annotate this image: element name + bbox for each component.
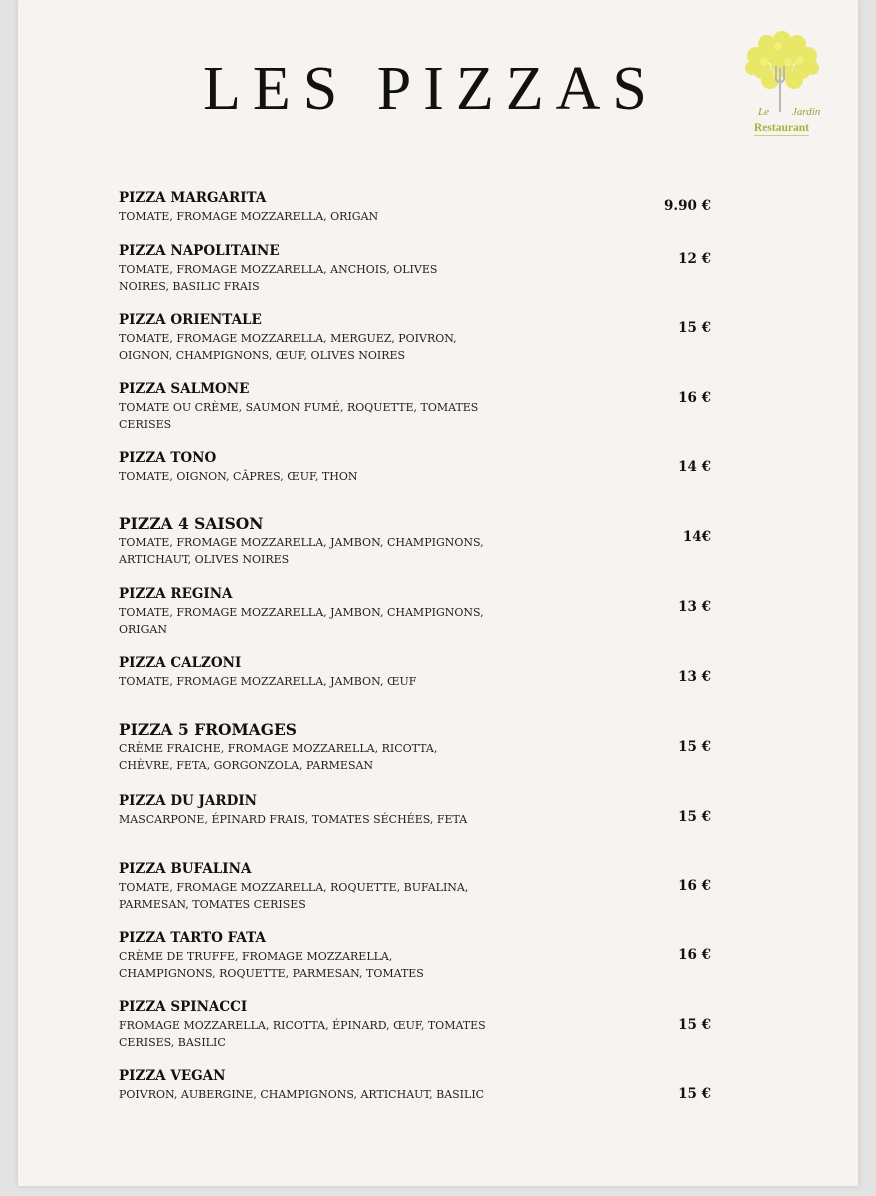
logo-text-restaurant: Restaurant — [754, 122, 809, 134]
item-name: PIZZA MARGARITA — [119, 190, 267, 206]
menu-item — [119, 449, 719, 485]
item-name: PIZZA CALZONI — [119, 655, 242, 671]
item-description: TOMATE, FROMAGE MOZZARELLA, ROQUETTE, BUFALINA, PARMESAN, TOMATES CERISES — [119, 881, 469, 911]
item-price: 14€ — [682, 529, 711, 545]
item-name: PIZZA 5 FROMAGES — [119, 720, 297, 739]
item-description: TOMATE, FROMAGE MOZZARELLA, JAMBON, CHAMPIGNONS, ARTICHAUT, OLIVES NOIRES — [119, 536, 484, 566]
item-description: CRÈME DE TRUFFE, FROMAGE MOZZARELLA, CHAMPIGNONS, ROQUETTE, PARMESAN, TOMATES — [119, 950, 424, 980]
item-name: PIZZA REGINA — [119, 586, 233, 602]
item-description: FROMAGE MOZZARELLA, RICOTTA, ÉPINARD, ŒUF, TOMATES CERISES, BASILIC — [119, 1019, 486, 1049]
menu-item — [119, 860, 719, 913]
item-name: PIZZA BUFALINA — [119, 861, 252, 877]
item-price: 9.90 € — [664, 198, 711, 214]
item-price: 15 € — [678, 320, 711, 336]
menu-item — [119, 721, 719, 774]
item-description: TOMATE, FROMAGE MOZZARELLA, MERGUEZ, POIVRON, OIGNON, CHAMPIGNONS, ŒUF, OLIVES NOIRES — [119, 332, 457, 362]
item-price: 15 € — [678, 1017, 711, 1033]
item-name: PIZZA VEGAN — [119, 1068, 226, 1084]
item-description: MASCARPONE, ÉPINARD FRAIS, TOMATES SÉCHÉES, FETA — [119, 813, 468, 826]
item-name: PIZZA DU JARDIN — [119, 793, 257, 809]
item-price: 16 € — [678, 878, 711, 894]
menu-item — [119, 515, 719, 568]
item-price: 12 € — [678, 251, 711, 267]
menu-item — [119, 654, 719, 690]
item-price: 13 € — [678, 669, 711, 685]
item-name: PIZZA SALMONE — [119, 381, 250, 397]
item-price: 16 € — [678, 947, 711, 963]
menu-page — [18, 0, 858, 1186]
item-description: POIVRON, AUBERGINE, CHAMPIGNONS, ARTICHAUT, BASILIC — [119, 1088, 485, 1101]
item-description: TOMATE, FROMAGE MOZZARELLA, JAMBON, CHAMPIGNONS, ORIGAN — [119, 606, 484, 636]
menu-item — [119, 1067, 719, 1103]
item-name: PIZZA 4 SAISON — [119, 514, 264, 533]
restaurant-logo — [734, 26, 830, 146]
menu-item — [119, 189, 719, 225]
menu-item — [119, 929, 719, 982]
menu-item — [119, 242, 719, 295]
item-price: 15 € — [678, 739, 711, 755]
item-price: 15 € — [678, 809, 711, 825]
page-title: LES PIZZAS — [203, 55, 659, 123]
item-description: TOMATE, FROMAGE MOZZARELLA, ANCHOIS, OLIVES NOIRES, BASILIC FRAIS — [119, 263, 438, 293]
item-description: TOMATE, OIGNON, CÂPRES, ŒUF, THON — [119, 470, 358, 483]
item-name: PIZZA ORIENTALE — [119, 312, 262, 328]
menu-item — [119, 998, 719, 1051]
item-price: 15 € — [678, 1086, 711, 1102]
menu-item — [119, 585, 719, 638]
item-name: PIZZA TARTO FATA — [119, 930, 266, 946]
item-price: 14 € — [678, 459, 711, 475]
item-description: TOMATE, FROMAGE MOZZARELLA, ORIGAN — [119, 210, 379, 223]
item-name: PIZZA NAPOLITAINE — [119, 243, 280, 259]
menu-item — [119, 311, 719, 364]
item-description: TOMATE, FROMAGE MOZZARELLA, JAMBON, ŒUF — [119, 675, 417, 688]
item-description: TOMATE OU CRÈME, SAUMON FUMÉ, ROQUETTE, TOMATES CERISES — [119, 401, 479, 431]
item-name: PIZZA SPINACCI — [119, 999, 248, 1015]
item-price: 13 € — [678, 599, 711, 615]
menu-item — [119, 792, 719, 828]
logo-text-le: Le — [758, 106, 769, 118]
item-price: 16 € — [678, 390, 711, 406]
menu-item — [119, 380, 719, 433]
item-name: PIZZA TONO — [119, 450, 217, 466]
item-description: CRÈME FRAICHE, FROMAGE MOZZARELLA, RICOTTA, CHÈVRE, FETA, GORGONZOLA, PARMESAN — [119, 742, 438, 772]
logo-text-jardin: Jardin — [792, 106, 821, 118]
